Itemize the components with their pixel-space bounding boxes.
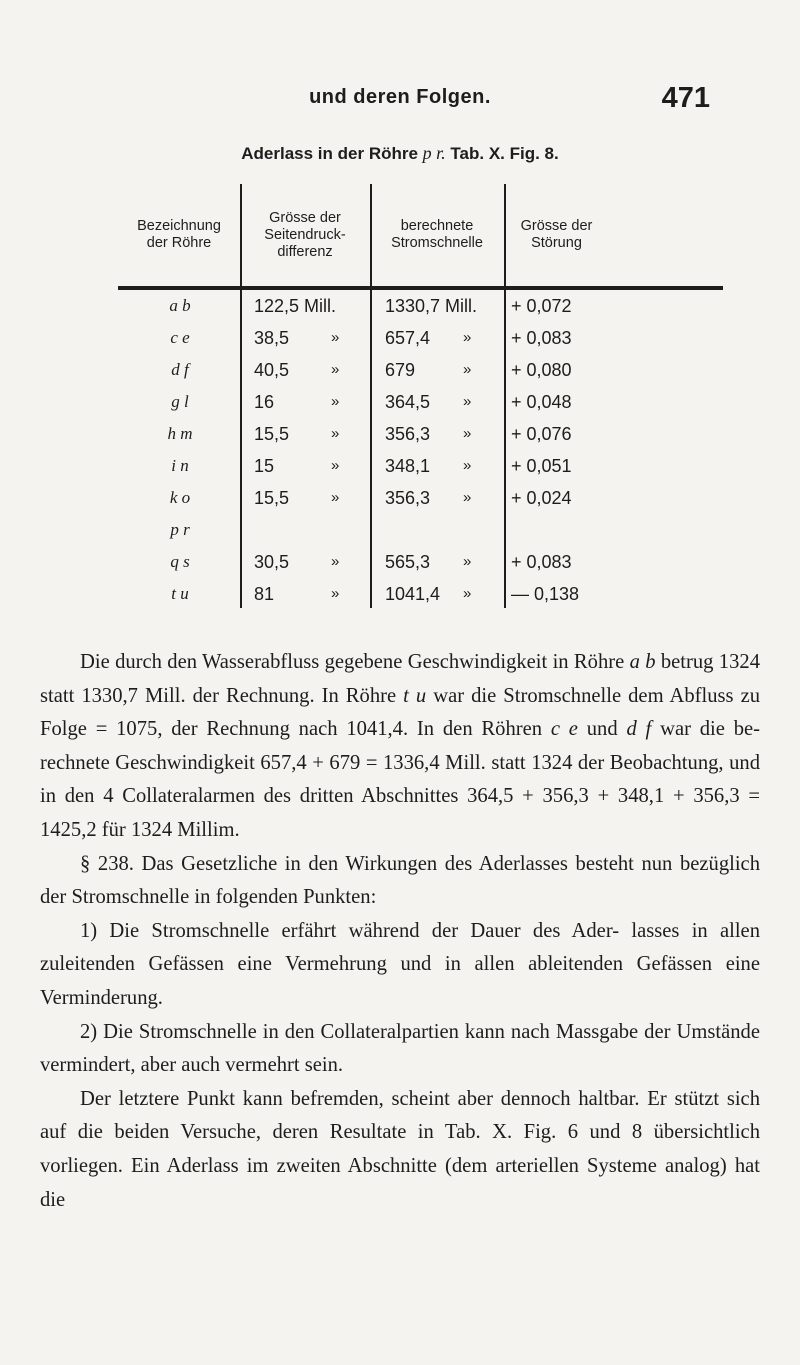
stoerung-value: + 0,051 bbox=[511, 456, 572, 476]
stoerung-value: + 0,080 bbox=[511, 360, 572, 380]
stromschnelle-value: 1041,4 bbox=[385, 584, 441, 604]
stromschnelle-ditto: » bbox=[463, 553, 472, 570]
table-row bbox=[118, 578, 723, 610]
stromschnelle-ditto: » bbox=[463, 425, 472, 442]
header-seitendruck: Grösse der Seitendruck- differenz bbox=[264, 209, 346, 260]
text-run: und bbox=[577, 718, 627, 741]
table-body bbox=[118, 290, 723, 610]
table-header bbox=[118, 184, 723, 290]
stromschnelle-value: 356,3 bbox=[385, 488, 431, 508]
stromschnelle-value: 657,4 bbox=[385, 328, 431, 348]
pressure-value: 15 bbox=[254, 456, 275, 476]
text-run: Die durch den Wasserabfluss gegebene Geschwindigkeit in Röhre bbox=[80, 651, 630, 673]
stoerung-value: + 0,048 bbox=[511, 392, 572, 412]
column-divider bbox=[370, 184, 372, 608]
table-row bbox=[118, 546, 723, 578]
pressure-ditto: » bbox=[331, 457, 340, 474]
stromschnelle-ditto: » bbox=[463, 457, 472, 474]
row-name: d f bbox=[171, 360, 189, 379]
column-divider bbox=[504, 184, 506, 608]
stoerung-value: + 0,083 bbox=[511, 328, 572, 348]
table-row bbox=[118, 386, 723, 418]
stromschnelle-value: 1330,7 Mill. bbox=[385, 296, 478, 316]
italic-term: t u bbox=[403, 684, 427, 707]
stromschnelle-ditto: » bbox=[463, 585, 472, 602]
pressure-value: 122,5 Mill. bbox=[254, 296, 337, 316]
paragraph-point-1: 1) Die Stromschnelle erfährt während der Dauer des Ader- lasses in allen zuleitenden Gefässen eine Vermehrung und in allen ableitenden Gefässen eine Verminderung. bbox=[40, 919, 760, 1009]
paragraph-point-2: 2) Die Stromschnelle in den Collateralpartien kann nach Massgabe der Umstände vermindert, aber auch vermehrt sein. bbox=[40, 1020, 760, 1077]
caption-italic: p r. bbox=[422, 143, 446, 163]
pressure-value: 15,5 bbox=[254, 488, 290, 508]
text-run: war die Stromschnelle dem Abfluss zu Folge = 1075, der Rechnung nach 1041,4. In den Röhren bbox=[40, 684, 761, 741]
table-caption bbox=[0, 143, 800, 164]
row-name: t u bbox=[171, 584, 189, 603]
pressure-ditto: » bbox=[331, 329, 340, 346]
row-name: i n bbox=[171, 456, 189, 475]
pressure-ditto: » bbox=[331, 361, 340, 378]
pressure-value: 81 bbox=[254, 584, 275, 604]
pressure-value: 15,5 bbox=[254, 424, 290, 444]
stromschnelle-value: 348,1 bbox=[385, 456, 431, 476]
stromschnelle-ditto: » bbox=[463, 361, 472, 378]
pressure-value: 16 bbox=[254, 392, 275, 412]
pressure-ditto: » bbox=[331, 585, 340, 602]
pressure-value: 40,5 bbox=[254, 360, 290, 380]
table-row bbox=[118, 290, 723, 322]
paragraph-continuation: Der letztere Punkt kann befremden, scheint aber dennoch haltbar. Er stützt sich auf die beiden Versuche, deren Resultate in Tab. X. Fig. 6 und 8 übersichtlich vorliegen. Ein Aderlass im zweiten Abschnitte (dem arteriellen Systeme analog) hat die bbox=[40, 1087, 760, 1211]
table-row bbox=[118, 322, 723, 354]
text-run: war die be- rechnete Geschwindigkeit 657,4 + 679 = 1336,4 Mill. statt 1324 der Beobachtung, und in den 4 Collateralarmen des dritten Abschnittes 364,5 + 356,3 + 348,1 + 356,3 = 1425,2 für 1324 Millim. bbox=[40, 718, 761, 841]
italic-term: d f bbox=[626, 718, 652, 741]
pressure-value: 30,5 bbox=[254, 552, 290, 572]
running-title: und deren Folgen. bbox=[309, 86, 491, 108]
stoerung-value: — 0,138 bbox=[511, 584, 580, 604]
stoerung-value: + 0,083 bbox=[511, 552, 572, 572]
stoerung-value: + 0,024 bbox=[511, 488, 572, 508]
text-run: betrug 1324 statt 1330,7 Mill. der Rechnung. In Röhre bbox=[40, 651, 760, 707]
row-name: p r bbox=[170, 520, 190, 539]
header-bezeichnung: Bezeichnung der Röhre bbox=[137, 218, 221, 251]
stoerung-value: + 0,072 bbox=[511, 296, 572, 316]
table-row bbox=[118, 482, 723, 514]
paragraph-238: § 238. Das Gesetzliche in den Wirkungen des Aderlasses besteht nun bezüglich der Stromschnelle in folgenden Punkten: bbox=[40, 852, 760, 909]
stromschnelle-value: 356,3 bbox=[385, 424, 431, 444]
italic-term: c e bbox=[550, 718, 578, 741]
table-row bbox=[118, 354, 723, 386]
pressure-value: 38,5 bbox=[254, 328, 290, 348]
stromschnelle-ditto: » bbox=[463, 489, 472, 506]
stromschnelle-value: 364,5 bbox=[385, 392, 431, 412]
row-name: h m bbox=[167, 424, 193, 443]
column-divider bbox=[240, 184, 242, 608]
row-name: g l bbox=[171, 392, 189, 411]
page-number: 471 bbox=[661, 82, 710, 114]
row-name: k o bbox=[169, 488, 191, 507]
row-name: q s bbox=[170, 552, 190, 571]
caption-prefix: Aderlass in der Röhre bbox=[241, 144, 418, 163]
caption-suffix: Tab. X. Fig. 8. bbox=[450, 144, 559, 163]
data-table bbox=[118, 184, 723, 610]
pressure-ditto: » bbox=[331, 489, 340, 506]
header-stromschnelle: berechnete Stromschnelle bbox=[391, 218, 483, 251]
stromschnelle-ditto: » bbox=[463, 393, 472, 410]
pressure-ditto: » bbox=[331, 553, 340, 570]
table-row bbox=[118, 418, 723, 450]
row-name: c e bbox=[170, 328, 190, 347]
header-stoerung: Grösse der Störung bbox=[520, 218, 593, 251]
stromschnelle-value: 679 bbox=[385, 360, 416, 380]
stromschnelle-value: 565,3 bbox=[385, 552, 431, 572]
italic-term: a b bbox=[629, 651, 656, 673]
table-row bbox=[118, 514, 723, 546]
stoerung-value: + 0,076 bbox=[511, 424, 572, 444]
body-text bbox=[40, 646, 760, 1217]
row-name: a b bbox=[169, 296, 191, 315]
pressure-ditto: » bbox=[331, 393, 340, 410]
stromschnelle-ditto: » bbox=[463, 329, 472, 346]
paragraph-1 bbox=[40, 646, 760, 848]
pressure-ditto: » bbox=[331, 425, 340, 442]
table-row bbox=[118, 450, 723, 482]
